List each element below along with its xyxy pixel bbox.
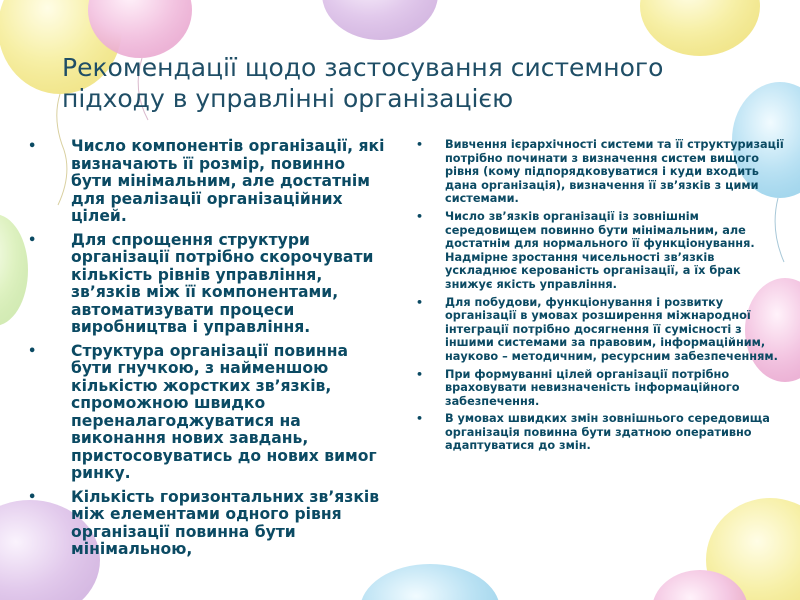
list-item-text: Вивчення ієрархічності системи та її структуризації потрібно починати з визначення систем вищого рівня (кому підпорядковуватися і куди входить дана організація), визначення її зв’язків з цими системами. <box>445 138 784 206</box>
bullet-dot-icon: • <box>28 343 37 359</box>
bullet-dot-icon: • <box>416 209 424 223</box>
list-item <box>414 296 784 364</box>
bullet-dot-icon: • <box>28 489 37 505</box>
list-item-text: Для побудови, функціонування і розвитку організації в умовах розширення міжнародної інтеграції потрібно досягнення її сумісності з іншими системами за правовим, інформаційним, науково – методичним, ресурсним забезпеченням. <box>445 295 778 363</box>
list-item <box>28 489 390 559</box>
bullet-dot-icon: • <box>416 138 424 151</box>
list-item <box>414 368 784 409</box>
list-item-text: Структура організації повинна бути гнучкою, з найменшою кількістю жорстких зв’язків, спроможною швидко переналагоджуватися на виконання нових завдань, пристосовуватись до нових вимог ринку. <box>71 341 377 482</box>
bullet-dot-icon: • <box>416 412 424 426</box>
list-item <box>28 232 390 337</box>
bullet-dot-icon: • <box>416 367 424 381</box>
list-item-text: Для спрощення структури організації потрібно скорочувати кількість рівнів управління, зв’язків між її компонентами, автоматизувати процеси виробництва і управління. <box>71 230 374 336</box>
list-item <box>414 210 784 292</box>
list-item <box>414 138 784 206</box>
balloon-yellow-top-right <box>640 0 760 56</box>
list-item <box>414 412 784 453</box>
list-item-text: В умовах швидких змін зовнішнього середовища організація повинна бути здатною оперативно адаптуватися до змін. <box>445 412 770 453</box>
right-bullet-list <box>414 138 784 457</box>
list-item-text: Число зв’язків організації із зовнішнім середовищем повинно бути мінімальним, але достатнім для нормального її функціонування. Надмірне зростання чисельності зв’язків ускладнює керованість організації, а їх брак знижує якість управління. <box>445 209 755 291</box>
balloon-green-left <box>0 214 28 326</box>
balloon-blue-bottom <box>360 564 500 600</box>
balloon-lilac-top <box>322 0 438 40</box>
list-item-text: Число компонентів організації, які визначають її розмір, повинно бути мінімальним, але достатнім для реалізації організаційних цілей. <box>71 137 385 225</box>
bullet-dot-icon: • <box>28 232 37 248</box>
list-item <box>28 138 390 226</box>
list-item-text: При формуванні цілей організації потрібно враховувати невизначеність інформаційного забезпечення. <box>445 367 740 408</box>
bullet-dot-icon: • <box>416 295 424 309</box>
list-item-text: Кількість горизонтальних зв’язків між елементами одного рівня організації повинна бути мінімальною, <box>71 487 380 558</box>
left-bullet-list <box>28 138 390 565</box>
balloon-yellow-bottom-right <box>652 498 800 600</box>
list-item <box>28 343 390 483</box>
slide-title: Рекомендації щодо застосування системного підходу в управлінні організацією <box>62 53 664 113</box>
bullet-dot-icon: • <box>28 139 37 154</box>
